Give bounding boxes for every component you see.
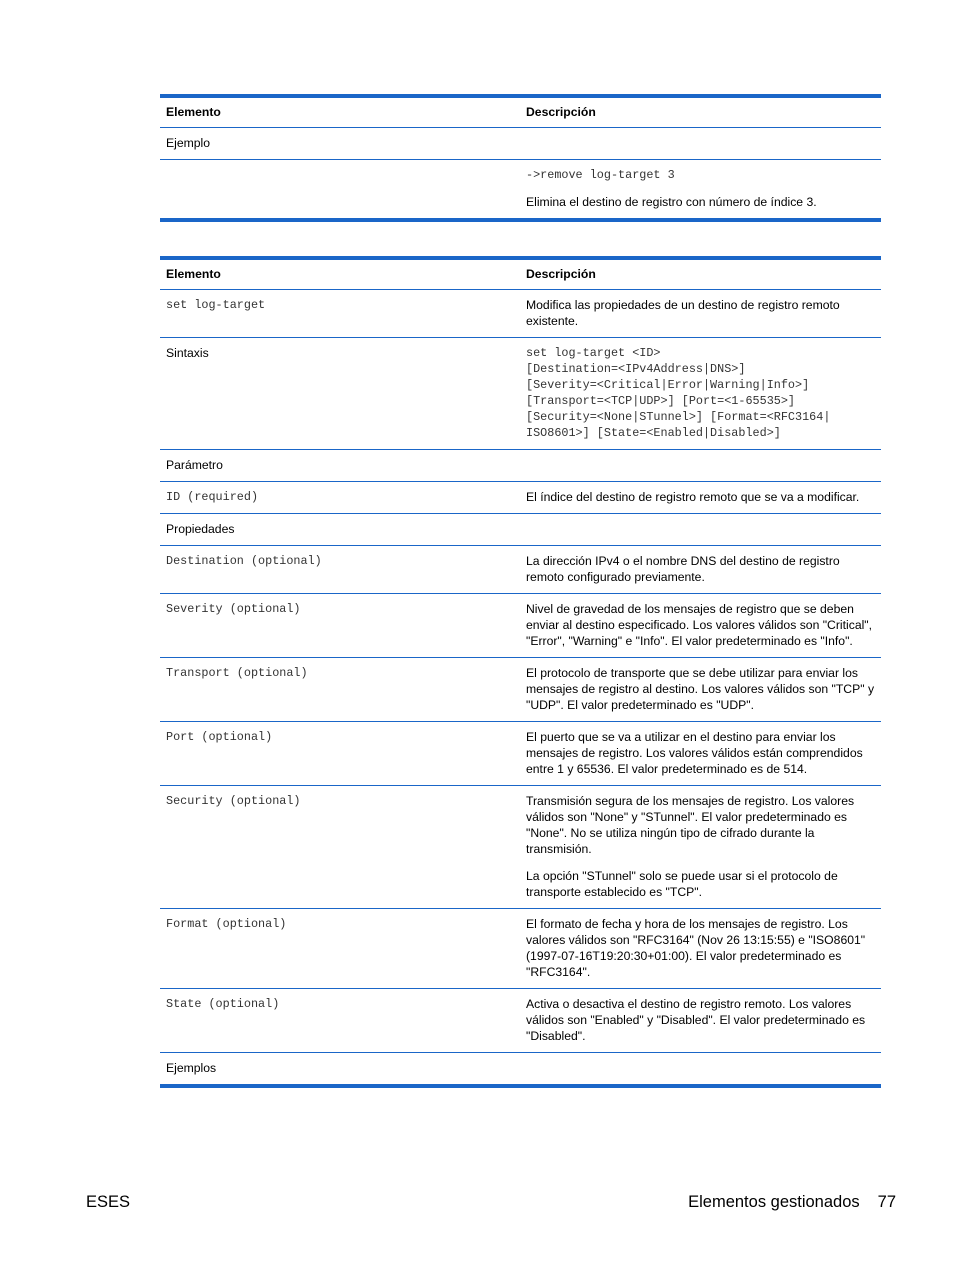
sintaxis-label: Sintaxis: [160, 338, 520, 450]
table-header-row: [160, 258, 881, 290]
footer-right: [688, 1192, 896, 1212]
property-desc: El formato de fecha y hora de los mensajes de registro. Los valores válidos son "RFC3164" (Nov 26 13:15:55) e "ISO8601" (1997-07-16T19:20:30+01:00). El valor predeterminado es "RFC3164".: [520, 909, 881, 989]
property-name: Transport (optional): [160, 658, 520, 722]
table-row: [160, 128, 881, 160]
table-row: [160, 450, 881, 482]
ejemplo-label: Ejemplo: [160, 128, 520, 160]
header-descripcion: Descripción: [520, 258, 881, 290]
parametro-label: Parámetro: [160, 450, 520, 482]
syntax-line: [Transport=<TCP|UDP>] [Port=<1-65535>]: [526, 394, 796, 408]
header-elemento: Elemento: [160, 96, 520, 128]
property-desc-cell: [520, 786, 881, 909]
header-descripcion: Descripción: [520, 96, 881, 128]
table-row: [160, 546, 881, 594]
page-number: 77: [877, 1193, 896, 1211]
parameter-name: ID (required): [160, 482, 520, 514]
table-row: [160, 338, 881, 450]
table-row: [160, 594, 881, 658]
syntax-line: [Severity=<Critical|Error|Warning|Info>]: [526, 378, 810, 392]
syntax-line: ISO8601>] [State=<Enabled|Disabled>]: [526, 426, 781, 440]
property-name: Security (optional): [160, 786, 520, 909]
propiedades-label: Propiedades: [160, 514, 520, 546]
property-desc: Transmisión segura de los mensajes de registro. Los valores válidos son "None" y "STunnel". El valor predeterminado es "None". No se utiliza ningún tipo de cifrado durante la transmisión.: [526, 794, 855, 856]
header-elemento: Elemento: [160, 258, 520, 290]
command-desc: Modifica las propiedades de un destino de registro remoto existente.: [520, 290, 881, 338]
table-header-row: [160, 96, 881, 128]
property-name: Destination (optional): [160, 546, 520, 594]
table-row: [160, 909, 881, 989]
syntax-block: [520, 338, 881, 450]
example-table: [160, 94, 881, 222]
table-row: [160, 290, 881, 338]
table-row: [160, 482, 881, 514]
set-log-target-table: [160, 256, 881, 1088]
syntax-line: set log-target <ID>: [526, 346, 661, 360]
ejemplos-label: Ejemplos: [160, 1053, 520, 1087]
example-text: Elimina el destino de registro con número de índice 3.: [526, 195, 817, 209]
table-row: [160, 658, 881, 722]
property-name: Port (optional): [160, 722, 520, 786]
footer-locale: ESES: [86, 1193, 131, 1211]
example-cell: [520, 160, 881, 221]
syntax-line: [Security=<None|STunnel>] [Format=<RFC3164|: [526, 410, 831, 424]
property-desc: Activa o desactiva el destino de registro remoto. Los valores válidos son "Enabled" y "Disabled". El valor predeterminado es "Disabled".: [520, 989, 881, 1053]
property-desc: La dirección IPv4 o el nombre DNS del destino de registro remoto configurado previamente.: [520, 546, 881, 594]
table-row: [160, 1053, 881, 1087]
property-name: State (optional): [160, 989, 520, 1053]
property-note: La opción "STunnel" solo se puede usar si el protocolo de transporte establecido es "TCP".: [526, 869, 838, 899]
table-row: [160, 722, 881, 786]
footer-section-title: Elementos gestionados: [688, 1193, 860, 1211]
command-name: set log-target: [160, 290, 520, 338]
syntax-line: [Destination=<IPv4Address|DNS>]: [526, 362, 746, 376]
table-row: [160, 160, 881, 221]
property-desc: Nivel de gravedad de los mensajes de registro que se deben enviar al destino especificado. Los valores válidos son "Critical", "Error", "Warning" e "Info". El valor predeterminado es "Info".: [520, 594, 881, 658]
property-name: Severity (optional): [160, 594, 520, 658]
property-desc: El protocolo de transporte que se debe utilizar para enviar los mensajes de registro al destino. Los valores válidos son "TCP" y "UDP". El valor predeterminado es "UDP".: [520, 658, 881, 722]
property-desc: El puerto que se va a utilizar en el destino para enviar los mensajes de registro. Los valores válidos están comprendidos entre 1 y 65536. El valor predeterminado es de 514.: [520, 722, 881, 786]
table-row: [160, 989, 881, 1053]
property-name: Format (optional): [160, 909, 520, 989]
table-row: [160, 514, 881, 546]
table-row: [160, 786, 881, 909]
parameter-desc: El índice del destino de registro remoto que se va a modificar.: [520, 482, 881, 514]
example-code: ->remove log-target 3: [526, 168, 675, 182]
